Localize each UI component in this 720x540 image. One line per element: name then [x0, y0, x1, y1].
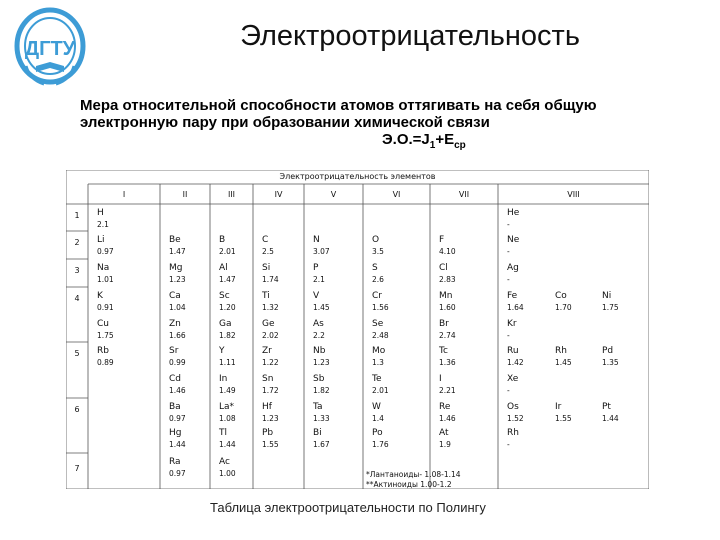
element-cell: [97, 291, 114, 312]
element-symbol: Co: [555, 291, 567, 301]
electronegativity-formula: [382, 131, 466, 151]
electronegativity-value: -: [507, 386, 510, 395]
element-symbol: Mg: [169, 263, 183, 273]
formula-subscript-2: ср: [454, 140, 466, 151]
electronegativity-value: 1.49: [219, 386, 236, 395]
element-symbol: Ne: [507, 235, 520, 245]
element-cell: [507, 428, 519, 449]
element-cell: [507, 208, 520, 229]
element-symbol: Zn: [169, 319, 181, 329]
element-cell: [97, 263, 114, 284]
electronegativity-value: 2.74: [439, 331, 456, 340]
element-symbol: Ag: [507, 263, 519, 273]
element-symbol: Nb: [313, 346, 326, 356]
element-symbol: Fe: [507, 291, 518, 301]
element-symbol: C: [262, 235, 269, 245]
group-header: III: [227, 190, 236, 199]
element-cell: [219, 402, 236, 423]
element-symbol: I: [439, 374, 442, 384]
element-symbol: In: [219, 374, 228, 384]
element-cell: [439, 319, 456, 340]
electronegativity-value: 1.46: [439, 414, 456, 423]
element-cell: [439, 402, 456, 423]
element-symbol: Rh: [507, 428, 519, 438]
electronegativity-value: 1.23: [313, 358, 330, 367]
element-cell: [262, 346, 279, 367]
group-header: VII: [458, 190, 470, 199]
period-label: 3: [74, 266, 80, 275]
element-symbol: Cu: [97, 319, 109, 329]
element-symbol: Sr: [169, 346, 179, 356]
element-symbol: Y: [219, 346, 225, 356]
element-cell: [507, 263, 519, 284]
electronegativity-value: 2.02: [262, 331, 279, 340]
electronegativity-value: 1.75: [97, 331, 114, 340]
element-cell: [372, 346, 386, 367]
element-symbol: Ge: [262, 319, 275, 329]
university-logo: [14, 6, 86, 94]
electronegativity-value: 1.23: [169, 275, 186, 284]
element-cell: [507, 374, 519, 395]
electronegativity-value: 1.45: [555, 358, 572, 367]
element-cell: [507, 346, 524, 367]
electronegativity-value: 1.01: [97, 275, 114, 284]
element-symbol: Hf: [262, 402, 272, 412]
electronegativity-value: 1.47: [219, 275, 236, 284]
element-cell: [219, 374, 236, 395]
element-cell: [439, 263, 456, 284]
element-cell: [312, 402, 330, 423]
electronegativity-value: 1.44: [602, 414, 619, 423]
element-symbol: P: [313, 263, 319, 273]
electronegativity-value: 2.83: [439, 275, 456, 284]
electronegativity-value: 1.44: [169, 440, 186, 449]
electronegativity-value: 1.35: [602, 358, 619, 367]
element-symbol: Ru: [507, 346, 519, 356]
element-symbol: Rb: [97, 346, 109, 356]
element-symbol: Cr: [372, 291, 382, 301]
element-cell: [372, 428, 389, 449]
element-symbol: Ac: [219, 457, 230, 467]
electronegativity-value: 1.56: [372, 303, 389, 312]
electronegativity-value: 0.89: [97, 358, 114, 367]
element-symbol: Be: [169, 235, 181, 245]
page-title: Электроотрицательность: [240, 20, 580, 52]
formula-lhs: Э.О.=J: [382, 131, 430, 148]
electronegativity-value: 3.5: [372, 247, 384, 256]
element-symbol: H: [97, 208, 104, 218]
element-symbol: Po: [372, 428, 383, 438]
electronegativity-value: 1.46: [169, 386, 186, 395]
element-cell: [372, 263, 384, 284]
group-header: V: [330, 190, 337, 199]
electronegativity-value: 0.99: [169, 358, 186, 367]
electronegativity-value: 1.70: [555, 303, 572, 312]
group-header: I: [122, 190, 126, 199]
element-symbol: O: [372, 235, 380, 245]
element-cell: [313, 319, 325, 340]
electronegativity-value: -: [507, 275, 510, 284]
table-caption: Таблица электроотрицательности по Полингу: [210, 500, 486, 515]
element-cell: [218, 346, 236, 367]
element-symbol: Ca: [169, 291, 181, 301]
group-header: VI: [392, 190, 401, 199]
element-symbol: Kr: [507, 319, 517, 329]
period-label: 2: [74, 238, 80, 247]
element-cell: [371, 374, 389, 395]
electronegativity-value: 1.00: [219, 469, 236, 478]
element-symbol: B: [219, 235, 226, 245]
element-cell: [219, 457, 236, 478]
footnote-actinides: **Актиноиды 1.00-1.2: [366, 480, 452, 489]
electronegativity-value: 3.07: [313, 247, 330, 256]
element-symbol: Sn: [262, 374, 274, 384]
element-cell: [555, 291, 572, 312]
electronegativity-value: -: [507, 247, 510, 256]
electronegativity-table: [66, 170, 649, 489]
electronegativity-value: 1.08: [219, 414, 236, 423]
electronegativity-value: -: [507, 220, 510, 229]
electronegativity-value: -: [507, 331, 510, 340]
element-cell: [507, 235, 520, 256]
electronegativity-value: 2.5: [262, 247, 274, 256]
element-symbol: Br: [439, 319, 449, 329]
element-cell: [262, 319, 279, 340]
element-symbol: Hg: [169, 428, 182, 438]
element-cell: [313, 346, 330, 367]
element-symbol: Bi: [313, 428, 322, 438]
electronegativity-value: 4.10: [439, 247, 456, 256]
element-cell: [97, 235, 114, 256]
element-symbol: Se: [372, 319, 384, 329]
element-cell: [372, 402, 384, 423]
element-cell: [602, 291, 619, 312]
electronegativity-value: 1.44: [219, 440, 236, 449]
group-header: II: [182, 190, 188, 199]
element-cell: [97, 208, 109, 229]
element-cell: [262, 374, 279, 395]
open-book-icon: [36, 62, 64, 72]
electronegativity-value: 2.01: [219, 247, 236, 256]
element-symbol: N: [313, 235, 320, 245]
element-cell: [219, 263, 236, 284]
element-symbol: Al: [219, 263, 228, 273]
element-cell: [169, 263, 186, 284]
element-symbol: Ga: [219, 319, 232, 329]
element-cell: [169, 346, 186, 367]
formula-mid: +E: [435, 131, 455, 148]
element-symbol: Mo: [372, 346, 386, 356]
element-symbol: Na: [97, 263, 110, 273]
element-cell: [439, 428, 451, 449]
element-cell: [372, 319, 389, 340]
electronegativity-value: 1.36: [439, 358, 456, 367]
element-symbol: Tc: [439, 346, 448, 356]
element-cell: [313, 235, 330, 256]
element-symbol: La*: [219, 402, 235, 412]
formula-subscript-1: 1: [429, 140, 436, 151]
element-cell: [169, 291, 186, 312]
electronegativity-value: 1.9: [439, 440, 451, 449]
electronegativity-value: 1.52: [507, 414, 524, 423]
element-symbol: Zr: [262, 346, 272, 356]
electronegativity-value: 2.1: [313, 275, 325, 284]
element-cell: [219, 235, 236, 256]
electronegativity-value: 1.32: [262, 303, 279, 312]
period-label: 4: [74, 294, 80, 303]
electronegativity-value: 1.67: [313, 440, 330, 449]
element-cell: [262, 428, 279, 449]
element-symbol: Li: [97, 235, 105, 245]
element-symbol: Sb: [313, 374, 325, 384]
electronegativity-value: 0.97: [97, 247, 114, 256]
element-cell: [555, 402, 572, 423]
electronegativity-value: 2.2: [313, 331, 325, 340]
electronegativity-value: 0.97: [169, 469, 186, 478]
electronegativity-value: 0.97: [169, 414, 186, 423]
element-symbol: Mn: [439, 291, 453, 301]
element-cell: [313, 291, 330, 312]
element-cell: [438, 346, 456, 367]
footnote-lanthanides: *Лантаноиды- 1.08-1.14: [366, 470, 461, 479]
period-label: 1: [74, 211, 80, 220]
element-symbol: Cd: [169, 374, 181, 384]
element-symbol: Cl: [439, 263, 448, 273]
table-title: Электроотрицательность элементов: [279, 172, 436, 181]
element-symbol: K: [97, 291, 103, 301]
element-symbol: Te: [372, 374, 382, 384]
electronegativity-value: 1.82: [313, 386, 330, 395]
element-symbol: Ra: [169, 457, 181, 467]
element-cell: [439, 235, 456, 256]
electronegativity-value: 2.01: [372, 386, 389, 395]
electronegativity-value: 1.33: [313, 414, 330, 423]
element-cell: [262, 263, 279, 284]
element-symbol: Si: [262, 263, 271, 273]
electronegativity-value: 1.23: [262, 414, 279, 423]
element-symbol: Ba: [169, 402, 181, 412]
definition-text: Мера относительной способности атомов оттягивать на себя общую электронную пару при образовании химической связи: [80, 97, 597, 131]
element-cell: [372, 235, 384, 256]
electronegativity-value: 1.22: [262, 358, 279, 367]
element-cell: [507, 319, 517, 340]
electronegativity-value: 1.04: [169, 303, 186, 312]
element-symbol: W: [372, 402, 381, 412]
period-label: 5: [74, 349, 80, 358]
element-symbol: Os: [507, 402, 519, 412]
electronegativity-value: 1.4: [372, 414, 384, 423]
electronegativity-value: 2.6: [372, 275, 384, 284]
element-symbol: F: [439, 235, 445, 245]
element-cell: [219, 319, 236, 340]
element-cell: [555, 346, 572, 367]
electronegativity-value: 2.48: [372, 331, 389, 340]
element-symbol: Ni: [602, 291, 612, 301]
period-label: 7: [74, 464, 80, 473]
electronegativity-value: 1.72: [262, 386, 279, 395]
element-symbol: V: [313, 291, 320, 301]
element-symbol: At: [439, 428, 449, 438]
element-cell: [313, 374, 330, 395]
electronegativity-value: -: [507, 440, 510, 449]
electronegativity-value: 1.20: [219, 303, 236, 312]
element-cell: [602, 402, 619, 423]
electronegativity-value: 1.64: [507, 303, 524, 312]
element-cell: [602, 346, 619, 367]
element-symbol: He: [507, 208, 520, 218]
element-cell: [169, 374, 186, 395]
element-cell: [97, 346, 114, 367]
electronegativity-value: 1.75: [602, 303, 619, 312]
element-symbol: S: [372, 263, 378, 273]
electronegativity-value: 2.1: [97, 220, 109, 229]
element-cell: [507, 291, 524, 312]
element-cell: [219, 291, 236, 312]
electronegativity-value: 1.66: [169, 331, 186, 340]
element-symbol: As: [313, 319, 324, 329]
element-cell: [97, 319, 114, 340]
element-symbol: Tl: [219, 428, 227, 438]
element-symbol: Ti: [262, 291, 270, 301]
electronegativity-value: 1.60: [439, 303, 456, 312]
element-cell: [439, 291, 456, 312]
electronegativity-value: 1.74: [262, 275, 279, 284]
element-cell: [169, 319, 186, 340]
element-cell: [169, 402, 186, 423]
element-cell: [262, 402, 279, 423]
electronegativity-value: 1.76: [372, 440, 389, 449]
element-symbol: Ta: [313, 402, 323, 412]
electronegativity-value: 1.55: [555, 414, 572, 423]
element-symbol: Xe: [507, 374, 519, 384]
electronegativity-value: 1.55: [262, 440, 279, 449]
electronegativity-value: 1.45: [313, 303, 330, 312]
element-symbol: Re: [439, 402, 451, 412]
electronegativity-value: 1.42: [507, 358, 524, 367]
element-cell: [169, 235, 186, 256]
group-header: IV: [274, 190, 283, 199]
element-symbol: Pt: [602, 402, 611, 412]
element-cell: [313, 263, 325, 284]
element-symbol: Ir: [555, 402, 562, 412]
electronegativity-value: 1.11: [219, 358, 236, 367]
element-cell: [262, 235, 274, 256]
element-cell: [218, 428, 236, 449]
electronegativity-value: 0.91: [97, 303, 114, 312]
element-symbol: Sc: [219, 291, 230, 301]
electronegativity-value: 2.21: [439, 386, 456, 395]
electronegativity-value: 1.47: [169, 247, 186, 256]
electronegativity-value: 1.82: [219, 331, 236, 340]
element-cell: [169, 457, 186, 478]
element-cell: [261, 291, 279, 312]
electronegativity-value: 1.3: [372, 358, 384, 367]
element-symbol: Rh: [555, 346, 567, 356]
logo-text: ДГТУ: [24, 38, 76, 60]
element-cell: [313, 428, 330, 449]
element-cell: [169, 428, 186, 449]
element-cell: [372, 291, 389, 312]
element-symbol: Pb: [262, 428, 274, 438]
element-symbol: Pd: [602, 346, 614, 356]
element-cell: [507, 402, 524, 423]
period-label: 6: [74, 405, 80, 414]
element-cell: [439, 374, 456, 395]
group-header: VIII: [567, 190, 580, 199]
